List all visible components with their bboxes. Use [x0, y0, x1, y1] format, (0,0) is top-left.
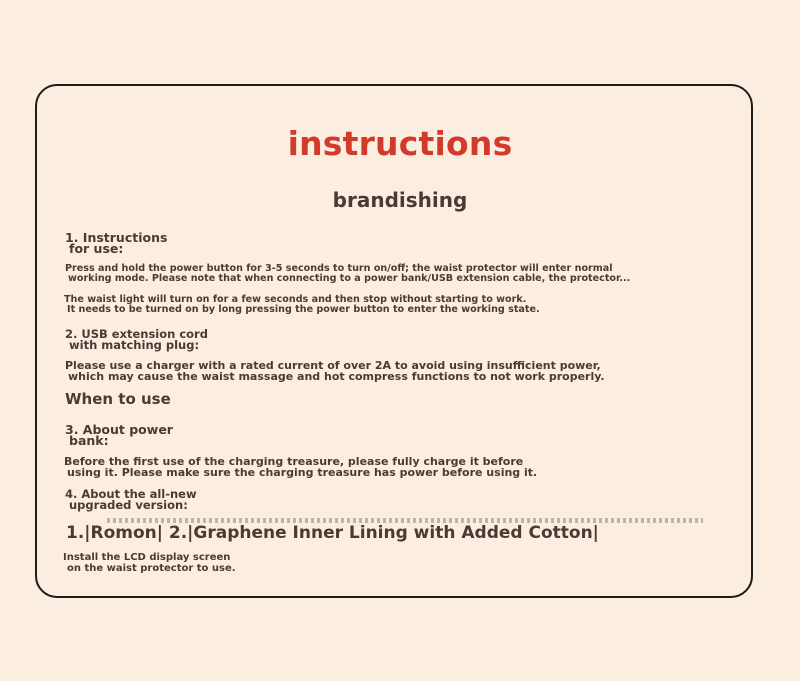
- version-features-text: 1.|Romon| 2.|Graphene Inner Lining with Added Cotton|: [66, 523, 599, 543]
- when-to-use-heading: When to use: [65, 390, 171, 408]
- section3-heading: [65, 424, 173, 446]
- section4-heading-line2: upgraded version:: [69, 498, 188, 512]
- section4-note-line1: Install the LCD display screen: [63, 552, 231, 563]
- section1-paragraph2: [64, 295, 540, 315]
- section1-para2-line1: The waist light will turn on for a few seconds and then stop without starting to work.: [64, 294, 527, 305]
- section4-note-line2: on the waist protector to use.: [67, 563, 236, 574]
- section3-heading-line2: bank:: [69, 433, 109, 448]
- section3-paragraph: [64, 456, 537, 478]
- section1-para1-line1: Press and hold the power button for 3-5 seconds to turn on/off; the waist protector will enter normal: [65, 263, 613, 274]
- section1-para2-line2: It needs to be turned on by long pressing the power button to enter the working state.: [67, 304, 540, 315]
- section3-para-line2: using it. Please make sure the charging treasure has power before using it.: [67, 466, 538, 479]
- section2-para-line1: Please use a charger with a rated current of over 2A to avoid using insufficient power,: [65, 359, 601, 372]
- section4-heading-line1: 4. About the all-new: [65, 487, 197, 501]
- section1-paragraph1: [65, 264, 630, 284]
- page-subtitle: brandishing: [332, 188, 468, 212]
- section2-paragraph: [65, 360, 605, 382]
- section3-para-line1: Before the first use of the charging treasure, please fully charge it before: [64, 455, 524, 468]
- page-title: instructions: [287, 124, 513, 163]
- section1-para1-line2: working mode. Please note that when connecting to a power bank/USB extension cable, the protector...: [68, 273, 631, 284]
- section4-heading: [65, 489, 197, 511]
- section2-para-line2: which may cause the waist massage and hot compress functions to not work properly.: [68, 370, 605, 383]
- section1-heading-line1: 1. Instructions: [65, 230, 168, 245]
- instructions-card: [35, 84, 753, 598]
- section2-heading-line1: 2. USB extension cord: [65, 327, 208, 341]
- section2-heading-line2: with matching plug:: [69, 338, 200, 352]
- section1-heading: [65, 232, 167, 254]
- section2-heading: [65, 329, 208, 351]
- section1-heading-line2: for use:: [69, 241, 124, 256]
- section4-note: [63, 552, 236, 574]
- section3-heading-line1: 3. About power: [65, 422, 173, 437]
